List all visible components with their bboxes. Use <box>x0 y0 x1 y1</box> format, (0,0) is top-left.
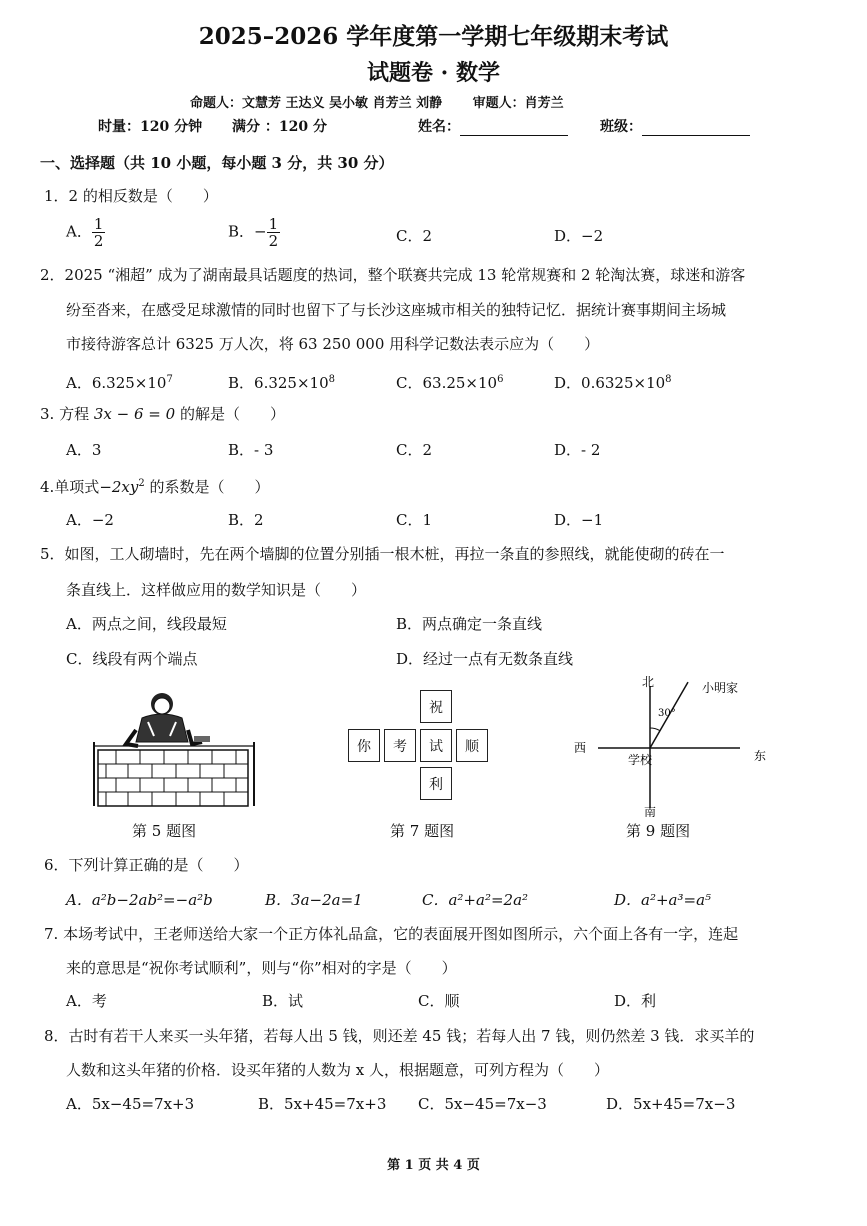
q2-a-text: A．6.325×10 <box>66 374 167 392</box>
q2-option-d[interactable] <box>554 370 672 393</box>
q4-option-c[interactable]: C．1 <box>396 511 433 529</box>
q2-d-exp: 8 <box>665 374 672 385</box>
q7-option-a[interactable]: A．考 <box>66 992 107 1010</box>
q2-option-c[interactable] <box>396 370 503 393</box>
q4-stem-post: 的系数是（ ） <box>144 478 270 496</box>
q2-line2: 纷至沓来，在感受足球激情的同时也留下了与长沙这座城市相关的独特记忆．据统计赛事期间主场城 <box>66 301 727 319</box>
q3-stem <box>40 404 285 424</box>
page-footer: 第 1 页 共 4 页 <box>387 1158 480 1173</box>
q7-line1: 7. 本场考试中，王老师送给大家一个正方体礼品盒，它的表面展开图如图所示，六个面上各有一字，连起 <box>44 925 739 943</box>
q7-line2: 来的意思是“祝你考试顺利”，则与“你”相对的字是（ ） <box>66 959 457 977</box>
q4-stem-pre: 4.单项式 <box>40 478 100 496</box>
q2-option-a[interactable] <box>66 370 173 393</box>
q5-line1: 5．如图，工人砌墙时，先在两个墙脚的位置分别插一根木桩，再拉一条直的参照线，就能使砌的砖在一 <box>40 545 725 563</box>
fig7-caption: 第 7 题图 <box>390 822 455 840</box>
q5-option-d[interactable]: D．经过一点有无数条直线 <box>396 650 574 668</box>
q7-option-d[interactable]: D．利 <box>614 992 657 1010</box>
q1-a-prefix: A． <box>66 222 92 241</box>
q2-a-exp: 7 <box>166 374 173 385</box>
q1-b-fraction <box>267 216 281 249</box>
q1-stem: 1．2 的相反数是（ ） <box>44 187 218 205</box>
q5-option-c[interactable]: C．线段有两个端点 <box>66 650 198 668</box>
q4-option-b[interactable]: B．2 <box>228 511 264 529</box>
name-label: 姓名： <box>418 119 460 135</box>
q8-option-c[interactable]: C．5x−45=7x−3 <box>418 1095 547 1113</box>
q1-a-fraction <box>92 216 106 249</box>
angle-arc <box>650 728 660 731</box>
name-field[interactable] <box>418 116 568 136</box>
section-heading: 一、选择题（共 10 小题，每小题 3 分，共 30 分） <box>40 154 394 172</box>
q6-option-d[interactable]: D．a²+a³=a⁵ <box>614 891 712 909</box>
q3-stem-pre: 3. 方程 <box>40 405 94 423</box>
exam-subtitle: 试题卷 · 数学 <box>367 60 500 86</box>
q1-b-prefix: B．− <box>228 222 267 241</box>
q1-option-d[interactable]: D．−2 <box>554 227 604 245</box>
cube-net-cell-3: 试 <box>420 729 452 762</box>
q2-line3: 市接待游客总计 6325 万人次，将 63 250 000 用科学记数法表示应为（ ） <box>66 335 600 353</box>
cube-net-figure <box>346 690 496 802</box>
score-label: 满分 ：120 分 <box>232 119 327 135</box>
q2-b-exp: 8 <box>328 374 335 385</box>
fig9-caption: 第 9 题图 <box>626 822 691 840</box>
q1-option-a[interactable] <box>66 216 105 249</box>
authors-label: 命题人：文慧芳 王达义 吴小敏 肖芳兰 刘静 <box>190 96 443 111</box>
class-field[interactable] <box>600 116 750 136</box>
q8-option-a[interactable]: A．5x−45=7x+3 <box>66 1095 195 1113</box>
q2-b-text: B．6.325×10 <box>228 374 329 392</box>
angle-label: 30° <box>658 708 676 719</box>
q2-d-text: D．0.6325×10 <box>554 374 666 392</box>
fig5-caption: 第 5 题图 <box>132 822 197 840</box>
q1-option-c[interactable]: C．2 <box>396 227 433 245</box>
q2-c-exp: 6 <box>497 374 504 385</box>
q6-option-c[interactable]: C．a²+a²=2a² <box>422 891 529 909</box>
time-label: 时量：120 分钟 <box>98 119 203 135</box>
q7-option-b[interactable]: B．试 <box>262 992 304 1010</box>
school-label: 学校 <box>628 753 653 767</box>
class-label: 班级： <box>600 119 642 135</box>
west-label: 西 <box>574 741 587 755</box>
q1-option-b[interactable] <box>228 216 280 249</box>
q2-c-text: C．63.25×10 <box>396 374 498 392</box>
q5-option-b[interactable]: B．两点确定一条直线 <box>396 615 543 633</box>
cube-net-cell-2: 考 <box>384 729 416 762</box>
q3-option-a[interactable]: A．3 <box>66 441 102 459</box>
q3-option-c[interactable]: C．2 <box>396 441 433 459</box>
cube-net-cell-4: 顺 <box>456 729 488 762</box>
q1-a-num: 1 <box>93 215 104 233</box>
q2-line1: 2．2025 “湘超” 成为了湖南最具话题度的热词，整个联赛共完成 13 轮常规赛和 2 轮淘汰赛，球迷和游客 <box>40 266 746 284</box>
q4-monomial: −2xy <box>99 478 139 496</box>
q1-b-num: 1 <box>268 215 279 233</box>
q5-line2: 条直线上．这样做应用的数学知识是（ ） <box>66 581 367 599</box>
east-label: 东 <box>754 749 767 763</box>
q4-exp: 2 <box>138 478 145 489</box>
q2-option-b[interactable] <box>228 370 335 393</box>
class-blank[interactable] <box>642 121 750 136</box>
target-label: 小明家 <box>702 681 739 695</box>
q4-stem <box>40 474 270 497</box>
authors-line <box>190 92 564 111</box>
q8-line2: 人数和这头年猪的价格．设买年猪的人数为 x 人，根据题意，可列方程为（ ） <box>66 1061 609 1079</box>
q3-option-d[interactable]: D．- 2 <box>554 441 601 459</box>
brick-wall-figure <box>92 690 262 810</box>
q3-option-b[interactable]: B．- 3 <box>228 441 274 459</box>
q6-option-a[interactable]: A．a²b−2ab²=−a²b <box>66 891 213 909</box>
q5-option-a[interactable]: A．两点之间，线段最短 <box>66 615 227 633</box>
q3-stem-post: 的解是（ ） <box>175 405 285 423</box>
exam-title: 2025–2026 学年度第一学期七年级期末考试 <box>198 23 669 50</box>
q8-option-b[interactable]: B．5x+45=7x+3 <box>258 1095 387 1113</box>
q8-option-d[interactable]: D．5x+45=7x−3 <box>606 1095 736 1113</box>
compass-figure <box>570 672 780 818</box>
name-blank[interactable] <box>460 121 568 136</box>
q7-option-c[interactable]: C．顺 <box>418 992 460 1010</box>
cube-net-bottom: 利 <box>420 767 452 800</box>
q4-option-d[interactable]: D．−1 <box>554 511 604 529</box>
cube-net-cell-1: 你 <box>348 729 380 762</box>
q6-option-b[interactable]: B．3a−2a=1 <box>265 891 363 909</box>
north-label: 北 <box>642 675 655 689</box>
q6-stem: 6．下列计算正确的是（ ） <box>44 856 249 874</box>
q3-equation: 3x − 6 = 0 <box>93 405 176 423</box>
q1-b-den: 2 <box>268 232 279 250</box>
q4-option-a[interactable]: A．−2 <box>66 511 114 529</box>
q8-line1: 8．古时有若干人来买一头年猪，若每人出 5 钱，则还差 45 钱；若每人出 7 钱，则仍然差 3 钱．求买羊的 <box>44 1027 755 1045</box>
cube-net-top: 祝 <box>420 690 452 723</box>
south-label: 南 <box>644 805 657 818</box>
q1-a-den: 2 <box>93 232 104 250</box>
reviewer-label: 审题人：肖芳兰 <box>472 96 564 111</box>
